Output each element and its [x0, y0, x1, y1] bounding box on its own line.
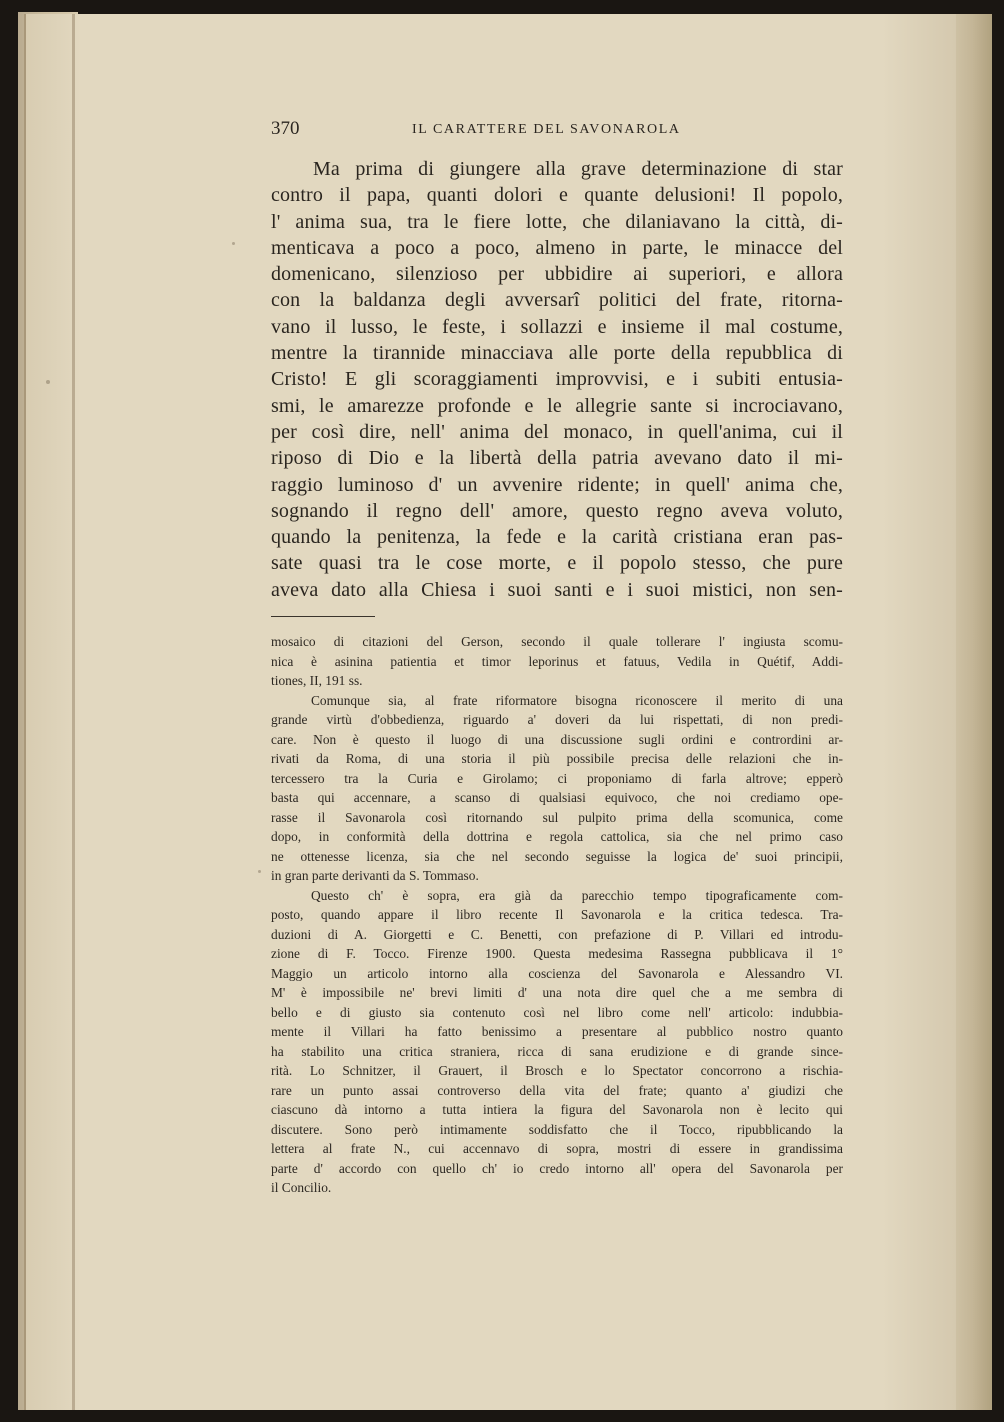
footnote-line: nica è asinina patientia et timor leporinus et fatuus, Vedila in Quétif, Addi- [271, 653, 843, 669]
text-line: riposo di Dio e la libertà della patria avevano dato il mi- [271, 447, 843, 470]
text-line: contro il papa, quanti dolori e quante delusioni! Il popolo, [271, 184, 843, 207]
footnote-line: tiones, II, 191 ss. [271, 673, 363, 688]
footnote-line: M' è impossibile ne' brevi limiti d' una nota dire quel che a me sembra di [271, 985, 843, 1000]
footnote-line: grande virtù d'obbedienza, riguardo a' doveri da lui rispettati, di non predi- [271, 712, 843, 727]
page-header [271, 118, 843, 144]
page-fold-shadow [72, 14, 75, 1410]
footnote-line: lettera al frate N., cui accennavo di sopra, mostri di essere in grandissima [271, 1141, 843, 1156]
footnote-line: basta qui accennare, a scanso di qualsiasi equivoco, che noi crediamo ope- [271, 790, 843, 805]
footnote-line: rasse il Savonarola così ritornando sul pulpito prima della scomunica, come [271, 809, 843, 825]
footnote-line: ciascuno dà intorno a tutta intiera la figura del Savonarola non è lecito qui [271, 1102, 843, 1117]
text-line: smi, le amarezze profonde e le allegrie sante si incrociavano, [271, 394, 843, 417]
text-line: l' anima sua, tra le fiere lotte, che dilaniavano la città, di- [271, 210, 843, 233]
footnote-line: il Concilio. [271, 1180, 332, 1195]
footnote-line: posto, quando appare il libro recente Il Savonarola e la critica tedesca. Tra- [271, 907, 843, 922]
footnote-line: rità. Lo Schnitzer, il Grauert, il Brosch e lo Spectator concorrono a rischia- [271, 1063, 843, 1078]
text-line: sognando il regno dell' amore, questo regno aveva voluto, [271, 499, 843, 522]
footnote-line: mosaico di citazioni del Gerson, secondo il quale tollerare l' ingiusta scomu- [271, 634, 843, 649]
footnote-line: duzioni di A. Giorgetti e C. Benetti, con prefazione di P. Villari ed introdu- [271, 926, 843, 942]
text-line: con la baldanza degli avversarî politici del frate, ritorna- [271, 289, 843, 312]
footnote-line: Comunque sia, al frate riformatore bisogna riconoscere il merito di una [311, 692, 843, 708]
page-number: 370 [271, 118, 300, 139]
footnote-line: dopo, in conformità della dottrina e regola cattolica, sia che nel primo caso [271, 829, 843, 844]
text-line: Ma prima di giungere alla grave determinazione di star [313, 158, 843, 180]
paper-spot [232, 242, 235, 245]
footnote-paragraph [271, 632, 843, 691]
footnote-line: ha stabilito una critica straniera, ricca di sana erudizione e di grande since- [271, 1043, 843, 1059]
text-line: per così dire, nell' anima del monaco, in quell'anima, cui il [271, 420, 843, 443]
text-line: quando la penitenza, la fede e la carità cristiana eran pas- [271, 526, 843, 549]
running-title: IL CARATTERE DEL SAVONAROLA [412, 122, 681, 137]
text-line: mentre la tirannide minacciava alle porte della repubblica di [271, 342, 843, 365]
footnote-line: tercessero tra la Curia e Girolamo; ci proponiamo di farla altrove; epperò [271, 770, 843, 786]
paper-spot [46, 380, 50, 384]
footnote-line: in gran parte derivanti da S. Tommaso. [271, 868, 479, 883]
text-line: vano il lusso, le feste, i sollazzi e insieme il mal costume, [271, 315, 843, 338]
footnote-line: ne ottenesse licenza, sia che nel secondo seguisse la logica de' suoi principii, [271, 848, 843, 864]
text-line: menticava a poco a poco, almeno in parte, le minacce del [271, 236, 843, 259]
footnote-paragraph [271, 886, 843, 1198]
footnote-line: rare un punto assai controverso della vita del frate; quanto a' giudizi che [271, 1082, 843, 1098]
footnote-line: Questo ch' è sopra, era già da parecchio tempo tipograficamente com- [311, 887, 843, 903]
footnote-line: mente il Villari ha fatto benissimo a presentare al pubblico nostro quanto [271, 1024, 843, 1039]
text-line: raggio luminoso d' un avvenire ridente; in quell' anima che, [271, 473, 843, 496]
footnote-paragraph [271, 691, 843, 886]
text-line: aveva dato alla Chiesa i suoi santi e i suoi mistici, non sen- [271, 578, 843, 601]
text-line: sate quasi tra le cose morte, e il popolo stesso, che pure [271, 552, 843, 575]
main-paragraph [271, 156, 843, 603]
footnote-line: zione di F. Tocco. Firenze 1900. Questa medesima Rassegna pubblicava il 1° [271, 946, 843, 961]
footnote-line: discutere. Sono però intimamente soddisfatto che il Tocco, ripubblicando la [271, 1121, 843, 1137]
text-line: Cristo! E gli scoraggiamenti improvvisi, e i subiti entusia- [271, 368, 843, 391]
footnote-line: parte d' accordo con quello ch' io credo intorno all' opera del Savonarola per [271, 1160, 843, 1176]
footnote-line: bello e di giusto sia contenuto così nel libro come nell' articolo: indubbia- [271, 1004, 843, 1020]
footnote-line: rivati da Roma, di una storia il più possibile precisa delle relazioni che in- [271, 751, 843, 766]
footnote-line: care. Non è questo il luogo di una discussione sugli ordini e contrordini ar- [271, 731, 843, 747]
footnote-rule [271, 616, 375, 617]
footnotes [271, 632, 843, 1198]
paper-spot [258, 870, 261, 873]
text-line: domenicano, silenzioso per ubbidire ai superiori, e allora [271, 263, 843, 286]
footnote-line: Maggio un articolo intorno alla coscienza del Savonarola e Alessandro VI. [271, 965, 843, 981]
